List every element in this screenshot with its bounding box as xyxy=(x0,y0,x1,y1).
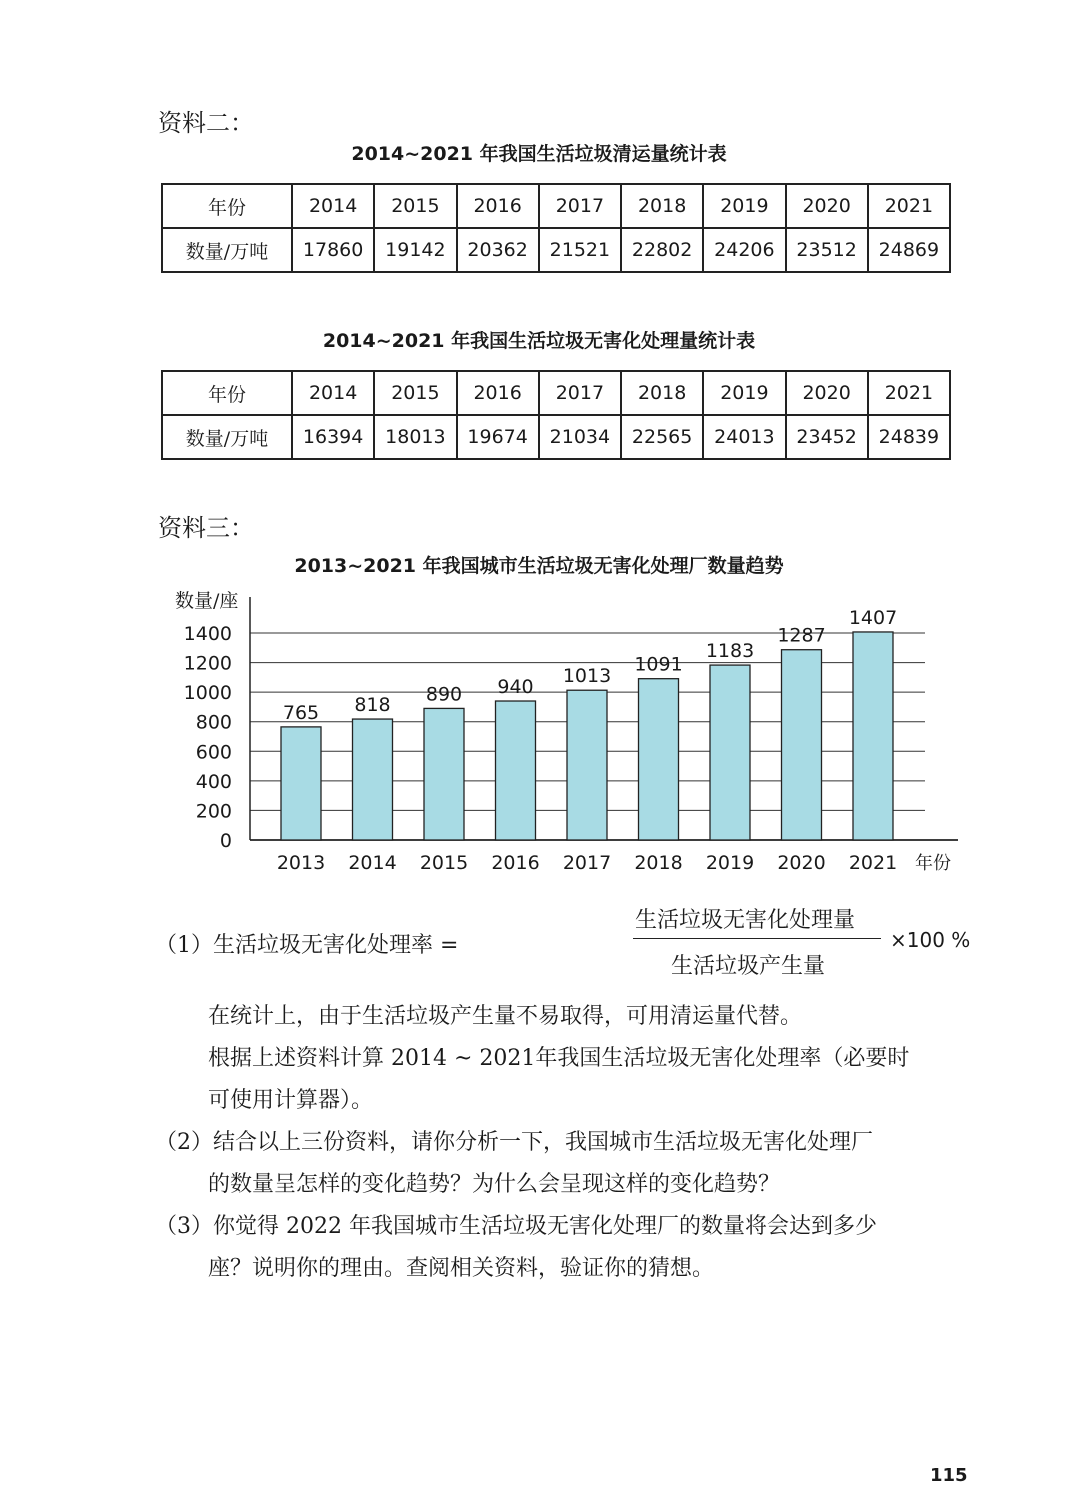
y-tick-label: 1400 xyxy=(183,623,232,645)
bar xyxy=(710,665,750,840)
x-tick-label: 2017 xyxy=(562,852,612,874)
table1-year-cell: 2017 xyxy=(539,184,621,228)
x-tick-label: 2020 xyxy=(777,852,826,874)
data-label: 1287 xyxy=(777,624,826,647)
section3-label: 资料三： xyxy=(158,514,254,542)
table1-value-cell: 21521 xyxy=(539,228,621,272)
table2-value-cell: 24839 xyxy=(868,415,950,459)
page-number: 115 xyxy=(930,1465,968,1486)
y-axis-label: 数量/座 xyxy=(175,590,239,612)
table1-year-cell: 2015 xyxy=(374,184,456,228)
data-label: 1407 xyxy=(848,606,898,629)
table1-value-cell: 19142 xyxy=(374,228,456,272)
question-3: （3）你觉得 2022 年我国城市生活垃圾无害化处理厂的数量将会达到多少 xyxy=(155,1214,877,1239)
table1-value-cell: 23512 xyxy=(786,228,868,272)
y-tick-label: 600 xyxy=(195,741,232,764)
formula-numerator: 生活垃圾无害化处理量 xyxy=(635,908,856,933)
table1-amount-row xyxy=(162,228,950,272)
bar xyxy=(496,701,536,840)
x-axis-label: 年份 xyxy=(915,853,951,874)
data-label: 1091 xyxy=(634,653,683,676)
x-tick-label: 2016 xyxy=(491,852,540,874)
x-tick-label: 2019 xyxy=(705,852,755,874)
bar xyxy=(424,708,464,840)
table1-value-cell: 22802 xyxy=(621,228,703,272)
bar xyxy=(639,679,679,840)
data-label: 1013 xyxy=(562,665,612,688)
table2-year-cell: 2015 xyxy=(374,371,456,415)
table1-year-header: 年份 xyxy=(162,184,292,228)
table2-year-header: 年份 xyxy=(162,371,292,415)
table1-value-cell: 20362 xyxy=(457,228,539,272)
table2-value-cell: 19674 xyxy=(457,415,539,459)
data-label: 940 xyxy=(497,676,534,699)
paragraph: 在统计上，由于生活垃圾产生量不易取得，可用清运量代替。 xyxy=(208,1004,803,1029)
table1 xyxy=(161,183,951,273)
table1-year-cell: 2020 xyxy=(786,184,868,228)
paragraph: 的数量呈怎样的变化趋势？为什么会呈现这样的变化趋势？ xyxy=(208,1172,781,1197)
table1-year-row xyxy=(162,184,950,228)
x-tick-label: 2018 xyxy=(634,852,683,874)
formula-lead: （1）生活垃圾无害化处理率 = xyxy=(155,933,459,958)
table2-value-cell: 16394 xyxy=(292,415,374,459)
table1-year-cell: 2014 xyxy=(292,184,374,228)
table2-title: 2014~2021 年我国生活垃圾无害化处理量统计表 xyxy=(322,330,756,352)
table1-amount-header: 数量/万吨 xyxy=(162,228,292,272)
x-tick-label: 2013 xyxy=(276,852,326,874)
x-tick-label: 2021 xyxy=(848,852,898,874)
table1-value-cell: 24206 xyxy=(703,228,785,272)
y-tick-label: 400 xyxy=(195,770,232,793)
table2-value-cell: 21034 xyxy=(539,415,621,459)
table2-value-cell: 18013 xyxy=(374,415,456,459)
formula-times: ×100 % xyxy=(890,928,971,952)
bar xyxy=(353,719,393,840)
section2-label: 资料二： xyxy=(158,109,254,137)
table1-year-cell: 2019 xyxy=(703,184,785,228)
x-tick-label: 2015 xyxy=(419,852,469,874)
y-tick-label: 0 xyxy=(219,830,232,852)
y-tick-label: 800 xyxy=(195,711,232,734)
data-label: 818 xyxy=(354,694,391,717)
table2-year-cell: 2018 xyxy=(621,371,703,415)
table2-year-cell: 2019 xyxy=(703,371,785,415)
table2-amount-row xyxy=(162,415,950,459)
table2-value-cell: 22565 xyxy=(621,415,703,459)
chart-title: 2013~2021 年我国城市生活垃圾无害化处理厂数量趋势 xyxy=(294,555,784,577)
question-2: （2）结合以上三份资料，请你分析一下，我国城市生活垃圾无害化处理厂 xyxy=(155,1130,873,1155)
table1-value-cell: 17860 xyxy=(292,228,374,272)
table1-year-cell: 2018 xyxy=(621,184,703,228)
y-tick-label: 200 xyxy=(195,800,232,823)
x-tick-label: 2014 xyxy=(348,852,397,874)
y-tick-label: 1000 xyxy=(183,682,232,705)
table2-year-cell: 2020 xyxy=(786,371,868,415)
table1-title: 2014~2021 年我国生活垃圾清运量统计表 xyxy=(351,143,727,165)
bar xyxy=(281,727,321,840)
paragraph: 座？说明你的理由。查阅相关资料，验证你的猜想。 xyxy=(208,1256,715,1281)
table2-value-cell: 23452 xyxy=(786,415,868,459)
table2 xyxy=(161,370,951,460)
table2-year-cell: 2016 xyxy=(457,371,539,415)
table2-value-cell: 24013 xyxy=(703,415,785,459)
table2-year-cell: 2021 xyxy=(868,371,950,415)
bar-chart xyxy=(150,585,980,885)
bar xyxy=(567,690,607,840)
table2-amount-header: 数量/万吨 xyxy=(162,415,292,459)
table1-year-cell: 2021 xyxy=(868,184,950,228)
table1-year-cell: 2016 xyxy=(457,184,539,228)
fraction-bar xyxy=(633,938,881,939)
table2-year-cell: 2017 xyxy=(539,371,621,415)
formula-denominator: 生活垃圾产生量 xyxy=(671,954,826,979)
data-label: 1183 xyxy=(705,640,755,663)
data-label: 890 xyxy=(425,683,463,706)
bar xyxy=(782,650,822,840)
table2-year-row xyxy=(162,371,950,415)
formula-block xyxy=(155,903,971,983)
table2-year-cell: 2014 xyxy=(292,371,374,415)
table1-value-cell: 24869 xyxy=(868,228,950,272)
paragraph: 可使用计算器）。 xyxy=(208,1088,374,1113)
data-label: 765 xyxy=(282,701,320,724)
paragraph: 根据上述资料计算 2014 ~ 2021年我国生活垃圾无害化处理率（必要时 xyxy=(208,1046,910,1071)
bar xyxy=(853,632,893,840)
y-tick-label: 1200 xyxy=(183,652,232,675)
